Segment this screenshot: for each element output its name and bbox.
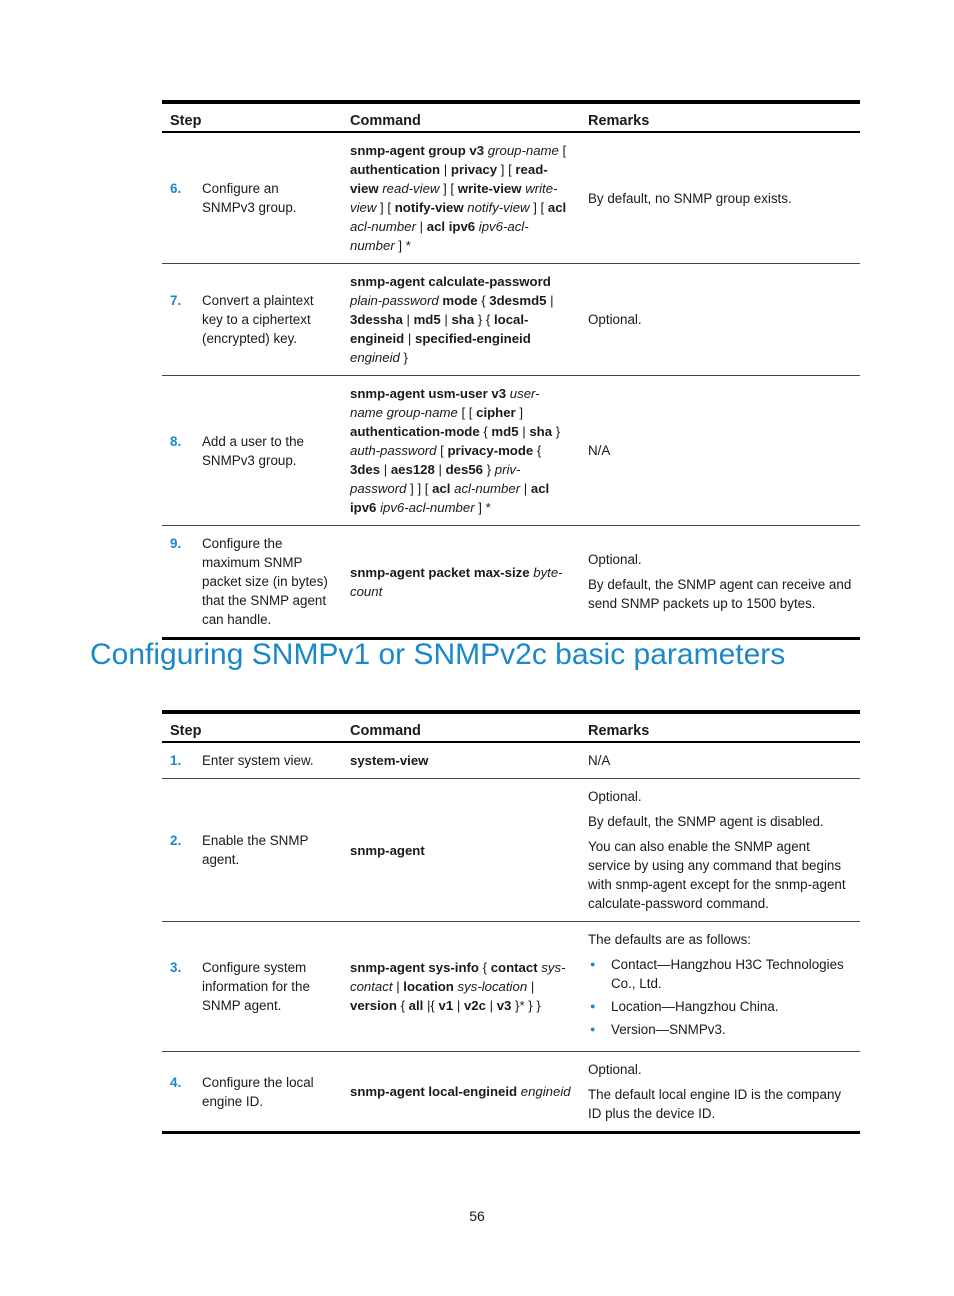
- command-cell: [342, 264, 580, 376]
- text-segment: all: [408, 998, 424, 1013]
- text-segment: Version: [611, 1022, 656, 1037]
- command-column-header: Command: [342, 712, 580, 742]
- text-segment: |: [440, 162, 451, 177]
- snmpv3-command-table: [162, 100, 860, 640]
- remark-paragraph: The defaults are as follows:: [588, 932, 752, 947]
- step-item: [170, 958, 334, 1015]
- text-segment: —: [661, 999, 676, 1014]
- step-description: Add a user to the SNMPv3 group.: [202, 433, 304, 468]
- step-item: [170, 751, 334, 770]
- text-segment: |: [485, 998, 497, 1013]
- step-number: 7.: [170, 293, 182, 308]
- text-segment: }: [552, 424, 561, 439]
- text-segment: acl: [547, 200, 567, 215]
- step-item: [170, 534, 334, 629]
- text-segment: privacy-mode: [447, 443, 534, 458]
- text-segment: snmp-agent calculate-password: [588, 877, 846, 911]
- remark-paragraph: N/A: [588, 753, 611, 768]
- remark-paragraph: The default local engine ID is the company ID plus the device ID.: [588, 1087, 842, 1121]
- text-segment: version: [350, 998, 397, 1013]
- step-number: 1.: [170, 753, 182, 768]
- remark-bullet-item: [588, 955, 852, 993]
- text-segment: snmp-agent: [350, 842, 425, 858]
- text-segment: 3des: [350, 462, 381, 477]
- remarks-cell: [580, 779, 860, 922]
- step-number: 3.: [170, 960, 182, 975]
- text-segment: group-name: [386, 405, 458, 420]
- text-segment: |: [440, 312, 452, 327]
- text-segment: }* } }: [511, 998, 541, 1013]
- step-description: Configure the maximum SNMP packet size (in bytes) that the SNMP agent can handle.: [202, 536, 328, 627]
- text-segment: |: [546, 293, 554, 308]
- text-segment: snmp-agent packet max-size: [350, 564, 530, 580]
- table-row: [162, 922, 860, 1052]
- step-column-header: Step: [162, 102, 342, 132]
- text-segment: Hangzhou China: [675, 999, 775, 1014]
- text-segment: {: [479, 424, 492, 439]
- remark-bullet-item: [588, 1020, 852, 1039]
- text-segment: read-view: [382, 181, 440, 196]
- table-header-row: [162, 712, 860, 742]
- text-segment: byte-count: [350, 564, 563, 599]
- text-segment: notify-view: [467, 200, 530, 215]
- text-segment: } {: [474, 312, 494, 327]
- step-cell: [162, 132, 342, 264]
- step-description: Convert a plaintext key to a ciphertext (encrypted) key.: [202, 293, 314, 346]
- command-cell: [342, 779, 580, 922]
- text-segment: cipher: [476, 405, 516, 420]
- text-segment: [: [558, 143, 567, 158]
- table-row: [162, 1052, 860, 1133]
- command-cell: [342, 132, 580, 264]
- text-segment: write-view: [457, 181, 522, 196]
- step-number: 9.: [170, 536, 182, 551]
- text-segment: —: [657, 957, 671, 972]
- command-cell: [342, 922, 580, 1052]
- table-row: [162, 132, 860, 264]
- text-segment: write-view: [350, 181, 558, 215]
- text-segment: |: [404, 331, 415, 346]
- text-segment: group-name: [487, 143, 559, 158]
- remarks-cell: [580, 742, 860, 779]
- text-segment: Location: [611, 999, 662, 1014]
- remarks-cell: [580, 1052, 860, 1133]
- text-segment: |{: [423, 998, 439, 1013]
- remark-paragraph: By default, the SNMP agent is disabled.: [588, 814, 824, 829]
- text-segment: ipv6-acl-number: [350, 219, 529, 253]
- step-cell: [162, 742, 342, 779]
- text-segment: aes128: [390, 462, 435, 477]
- step-cell: [162, 264, 342, 376]
- text-segment: authentication: [350, 162, 441, 177]
- remark-paragraph: [588, 837, 852, 913]
- text-segment: snmp-agent calculate-password: [350, 274, 551, 289]
- remark-bullet-item: [588, 997, 852, 1016]
- text-segment: ] [: [529, 200, 548, 215]
- command-cell: [342, 376, 580, 526]
- remarks-column-header: Remarks: [580, 712, 860, 742]
- text-segment: |: [434, 462, 446, 477]
- text-segment: sha: [529, 424, 553, 439]
- text-segment: sys-location: [457, 979, 528, 994]
- text-segment: acl ipv6: [426, 219, 476, 234]
- text-segment: |: [392, 979, 404, 994]
- command-cell: [342, 526, 580, 639]
- remarks-cell: [580, 376, 860, 526]
- remarks-cell: [580, 264, 860, 376]
- command-column-header: Command: [342, 102, 580, 132]
- text-segment: |: [415, 219, 427, 234]
- remark-paragraph: Optional.: [588, 552, 642, 567]
- step-number: 4.: [170, 1074, 182, 1090]
- text-segment: ] *: [474, 500, 491, 515]
- text-segment: read-view: [350, 162, 548, 196]
- text-segment: —SNMPv3.: [655, 1022, 726, 1037]
- text-segment: ]: [515, 405, 524, 420]
- text-segment: command.: [702, 896, 769, 911]
- table-row: [162, 779, 860, 922]
- step-description: Enter system view.: [202, 753, 314, 768]
- step-description: Configure an SNMPv3 group.: [202, 181, 297, 215]
- text-segment: Hangzhou H3C Technologies Co., Ltd.: [611, 957, 844, 991]
- text-segment: {: [477, 293, 490, 308]
- step-cell: [162, 376, 342, 526]
- text-segment: priv-password: [350, 462, 521, 496]
- step-item: [170, 291, 334, 348]
- step-cell: [162, 526, 342, 639]
- text-segment: Contact: [611, 957, 658, 972]
- text-segment: v2c: [463, 998, 486, 1013]
- text-segment: local-engineid: [350, 312, 529, 346]
- text-segment: auth-password: [350, 443, 437, 458]
- text-segment: engineid: [520, 1084, 571, 1099]
- text-segment: acl: [432, 481, 451, 496]
- step-column-header: Step: [162, 712, 342, 742]
- text-segment: contact: [490, 960, 538, 975]
- step-item: [170, 1073, 334, 1111]
- text-segment: acl-number: [350, 219, 416, 234]
- remark-paragraph: By default, the SNMP agent can receive and send SNMP packets up to 1500 bytes.: [588, 577, 852, 611]
- step-number: 2.: [170, 833, 182, 848]
- step-cell: [162, 1052, 342, 1133]
- text-segment: }: [399, 350, 408, 365]
- text-segment: acl-number: [454, 481, 521, 496]
- text-segment: md5: [413, 312, 441, 327]
- remarks-cell: [580, 922, 860, 1052]
- text-segment: snmp-agent group v3: [350, 143, 485, 158]
- text-segment: privacy: [450, 162, 498, 177]
- text-segment: md5: [491, 424, 519, 439]
- command-cell: [342, 1052, 580, 1133]
- text-segment: location: [403, 979, 454, 994]
- snmpv1-v2c-command-table: [162, 710, 860, 1134]
- text-segment: plain-password: [350, 293, 439, 308]
- step-cell: [162, 922, 342, 1052]
- text-segment: engineid: [350, 350, 400, 365]
- text-segment: des56: [445, 462, 484, 477]
- step-number: 6.: [170, 181, 182, 196]
- remark-paragraph: N/A: [588, 443, 611, 458]
- remarks-column-header: Remarks: [580, 102, 860, 132]
- text-segment: ] [: [376, 200, 395, 215]
- step-item: [170, 831, 334, 869]
- table-row: [162, 264, 860, 376]
- step-item: [170, 432, 334, 470]
- table-row: [162, 526, 860, 639]
- text-segment: specified-engineid: [414, 331, 531, 346]
- remark-paragraph: Optional.: [588, 789, 642, 804]
- text-segment: |: [527, 979, 535, 994]
- text-segment: |: [520, 481, 531, 496]
- text-segment: v1: [438, 998, 454, 1013]
- text-segment: snmp-agent usm-user v3: [350, 386, 507, 401]
- step-item: [170, 179, 334, 217]
- text-segment: |: [402, 312, 414, 327]
- text-segment: You can also enable the SNMP agent service by using any command that begins with: [588, 839, 842, 892]
- text-segment: snmp-agent sys-info: [350, 960, 479, 975]
- text-segment: mode: [442, 293, 478, 308]
- text-segment: sys-contact: [350, 960, 566, 994]
- remark-bullet-list: [588, 955, 852, 1039]
- page-number: 56: [469, 1208, 485, 1224]
- text-segment: |: [453, 998, 464, 1013]
- text-segment: snmp-agent: [615, 877, 687, 892]
- remarks-cell: [580, 132, 860, 264]
- text-segment: ] [: [497, 162, 516, 177]
- text-segment: notify-view: [394, 200, 464, 215]
- step-description: Configure the local engine ID.: [202, 1074, 314, 1109]
- text-segment: [: [436, 443, 448, 458]
- table-header-row: [162, 102, 860, 132]
- step-description: Configure system information for the SNMP agent.: [202, 960, 310, 1013]
- text-segment: [ [: [457, 405, 477, 420]
- text-segment: |: [518, 424, 530, 439]
- text-segment: }: [483, 462, 495, 477]
- text-segment: authentication-mode: [350, 424, 480, 439]
- text-segment: {: [478, 960, 491, 975]
- table-row: [162, 376, 860, 526]
- text-segment: {: [396, 998, 409, 1013]
- command-cell: [342, 742, 580, 779]
- text-segment: user-name: [350, 386, 540, 420]
- text-segment: sha: [451, 312, 475, 327]
- remarks-cell: [580, 526, 860, 639]
- text-segment: ipv6-acl-number: [380, 500, 475, 515]
- remark-paragraph: By default, no SNMP group exists.: [588, 190, 792, 206]
- text-segment: snmp-agent local-engineid: [350, 1084, 518, 1099]
- step-description: Enable the SNMP agent.: [202, 833, 309, 867]
- step-cell: [162, 779, 342, 922]
- text-segment: 3dessha: [350, 312, 403, 327]
- step-number: 8.: [170, 433, 182, 449]
- remark-paragraph: Optional.: [588, 312, 642, 327]
- text-segment: acl ipv6: [350, 481, 550, 515]
- text-segment: |: [380, 462, 391, 477]
- section-heading: Configuring SNMPv1 or SNMPv2c basic parameters: [90, 638, 786, 671]
- text-segment: except for the: [686, 877, 775, 892]
- text-segment: ] ] [: [406, 481, 433, 496]
- remark-paragraph: Optional.: [588, 1062, 642, 1077]
- text-segment: 3desmd5: [489, 293, 547, 308]
- text-segment: v3: [496, 998, 512, 1013]
- text-segment: ] [: [439, 181, 458, 196]
- text-segment: ] *: [394, 238, 411, 253]
- text-segment: .: [774, 999, 779, 1014]
- text-segment: {: [533, 443, 542, 458]
- table-row: [162, 742, 860, 779]
- text-segment: system-view: [350, 753, 429, 768]
